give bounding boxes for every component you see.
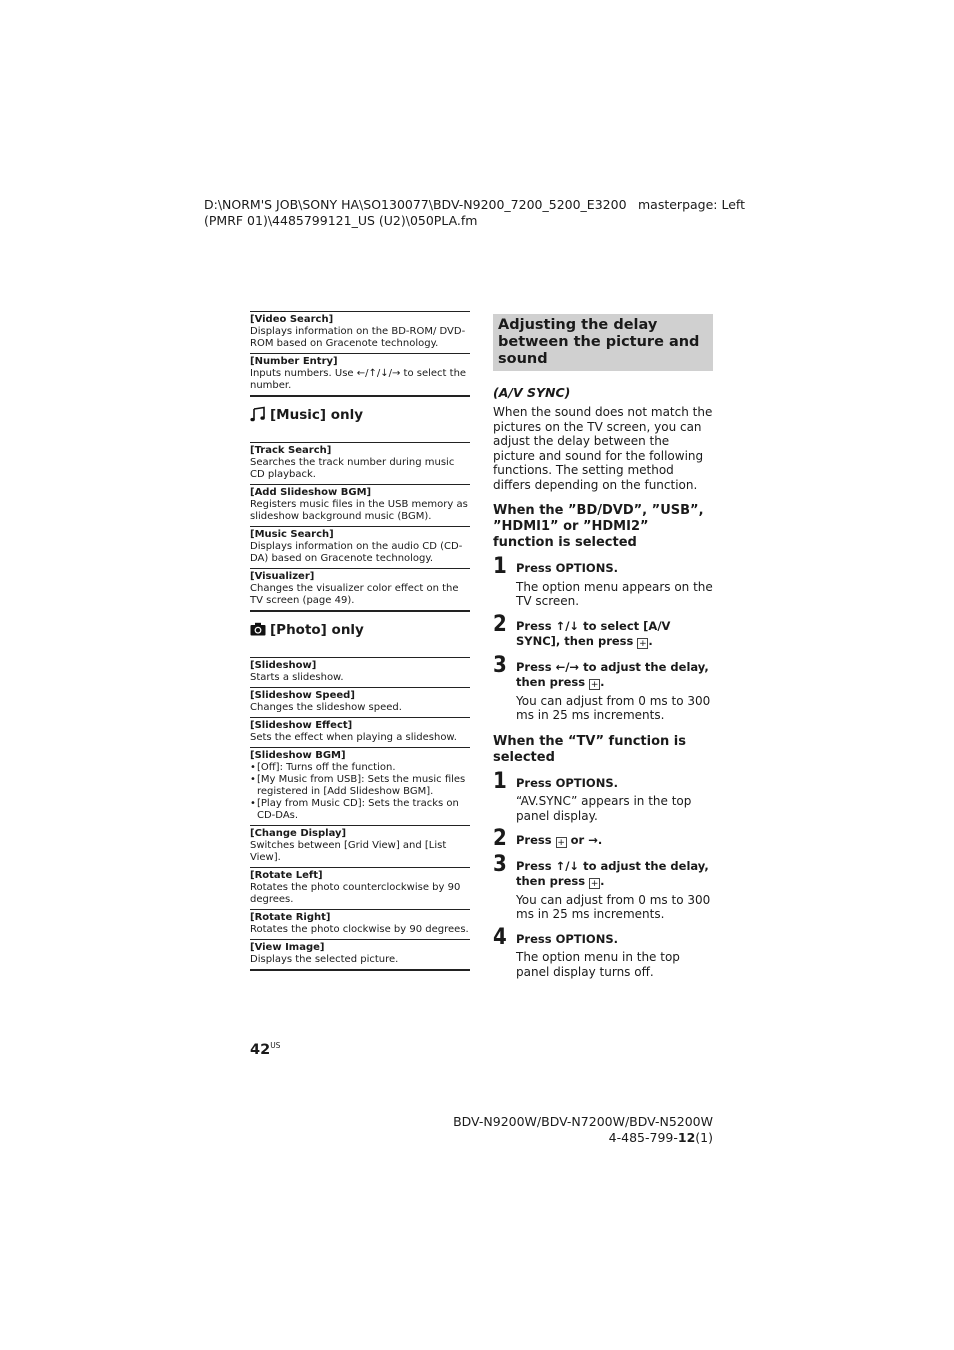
options-table-top <box>250 311 470 397</box>
step: 2 Press ↑/↓ to select [A/V SYNC], then press + . <box>493 611 671 649</box>
model-numbers: BDV-N9200W/BDV-N7200W/BDV-N5200W <box>453 1114 713 1129</box>
subheading-bd-dvd: When the ”BD/DVD”, ”USB”, ”HDMI1” or ”HDMI2” function is selected <box>493 503 704 550</box>
music-note-icon <box>250 406 266 422</box>
step-number: 3 <box>493 652 507 678</box>
enter-button-icon: + <box>557 838 565 848</box>
music-section-heading: [Music] only <box>250 397 470 442</box>
step-number: 2 <box>493 611 507 637</box>
step: 1 Press OPTIONS. The option menu appears on the TV screen. <box>493 554 713 608</box>
option-entry: [Rotate Right] Rotates the photo clockwise by 90 degrees. <box>250 909 470 939</box>
step-number: 4 <box>493 924 507 950</box>
option-entry: [Video Search] Displays information on the BD-ROM/ DVD-ROM based on Gracenote technology. <box>250 311 470 353</box>
enter-button-icon: + <box>590 680 599 690</box>
file-path: D:\NORM'S JOB\SONY HA\SO130077\BDV-N9200_7200_5200_E3200 (PMRF 01)\4485799121_US (U2)\050PLA.fm <box>204 197 627 228</box>
masterpage-label: masterpage: Left <box>637 197 745 212</box>
step-number: 3 <box>493 851 507 877</box>
option-entry: [Slideshow Effect] Sets the effect when playing a slideshow. <box>250 717 470 747</box>
option-entry: [Slideshow Speed] Changes the slideshow speed. <box>250 687 470 717</box>
option-entry: [Slideshow] Starts a slideshow. <box>250 657 470 687</box>
step: 1 Press OPTIONS. “AV.SYNC” appears in the top panel display. <box>493 768 692 823</box>
option-entry: [Slideshow BGM] • [Off]: Turns off the function. • [My Music from USB]: Sets the music files registered in [Add Slideshow BGM]. • [Play from Music CD]: Sets the tracks on CD-DAs. <box>250 747 470 825</box>
step-number: 1 <box>493 768 507 794</box>
section-title-band: Adjusting the delay between the picture and sound <box>493 314 713 371</box>
bullet-list: • [Off]: Turns off the function. • [My Music from USB]: Sets the music files registered in [Add Slideshow BGM]. • [Play from Music CD]: Sets the tracks on CD-DAs. <box>250 762 470 822</box>
option-entry: [Add Slideshow BGM] Registers music files in the USB memory as slideshow background music (BGM). <box>250 484 470 526</box>
enter-button-icon: + <box>590 879 599 889</box>
step-number: 2 <box>493 826 507 851</box>
step: 2 Press + or →. <box>493 826 603 851</box>
step: 3 Press ↑/↓ to adjust the delay, then press + . You can adjust from 0 ms to 300 ms in 25 ms increments. <box>493 851 711 921</box>
options-table-photo <box>250 657 470 971</box>
option-entry: [Music Search] Displays information on the audio CD (CD-DA) based on Gracenote technology. <box>250 526 470 568</box>
option-entry: [Number Entry] Inputs numbers. Use ←/↑/↓/→ to select the number. <box>250 353 470 396</box>
camera-icon <box>250 621 266 637</box>
right-column <box>493 314 713 979</box>
option-entry: [Rotate Left] Rotates the photo counterclockwise by 90 degrees. <box>250 867 470 909</box>
option-entry: [View Image] Displays the selected picture. <box>250 939 470 970</box>
step-number: 1 <box>493 554 507 579</box>
options-table-music <box>250 442 470 612</box>
subheading-tv: When the “TV” function is selected <box>493 733 686 765</box>
intro-paragraph: When the sound does not match the pictures on the TV screen, you can adjust the delay between the picture and sound for the following functions. The setting method differs depending on the function. <box>493 405 713 492</box>
option-entry: [Track Search] Searches the track number during music CD playback. <box>250 442 470 484</box>
step: 3 Press ←/→ to adjust the delay, then press + . You can adjust from 0 ms to 300 ms in 25 ms increments. <box>493 652 711 722</box>
option-entry: [Change Display] Switches between [Grid View] and [List View]. <box>250 825 470 867</box>
photo-section-heading: [Photo] only <box>250 612 470 657</box>
document-code: 4-485-799-12(1) <box>608 1130 713 1145</box>
enter-button-icon: + <box>639 639 647 649</box>
page-number: $42^{US}$ <box>250 1041 281 1058</box>
left-column <box>250 311 470 971</box>
step: 4 Press OPTIONS. The option menu in the top panel display turns off. <box>493 924 680 979</box>
footer <box>453 1114 713 1146</box>
section-subtitle: (A/V SYNC) <box>493 385 571 400</box>
option-entry: [Visualizer] Changes the visualizer color effect on the TV screen (page 49). <box>250 568 470 611</box>
